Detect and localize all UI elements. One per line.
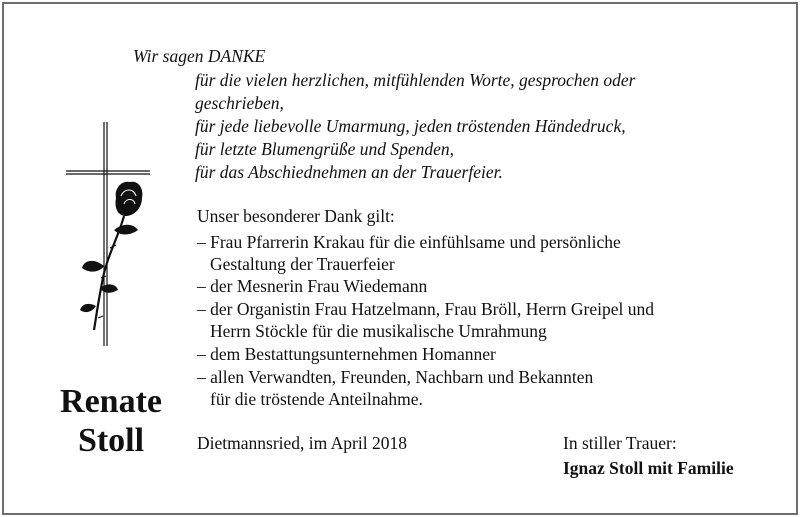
thanks-line: für das Abschiednehmen an der Trauerfeier. xyxy=(195,162,503,182)
thanks-line: geschrieben, xyxy=(195,93,284,113)
special-thanks-item: – Frau Pfarrerin Krakau für die einfühlsame und persönliche xyxy=(197,232,621,252)
special-thanks-item: – dem Bestattungsunternehmen Homanner xyxy=(197,344,496,364)
thanks-line: für jede liebevolle Umarmung, jeden tröstenden Händedruck, xyxy=(195,116,626,136)
special-thanks-item: Herrn Stöckle für die musikalische Umrahmung xyxy=(210,321,547,341)
special-thanks-item: – der Mesnerin Frau Wiedemann xyxy=(197,276,428,296)
deceased-first-name: Renate xyxy=(60,383,162,420)
special-thanks-item: für die tröstende Anteilnahme. xyxy=(210,389,423,409)
signature: Ignaz Stoll mit Familie xyxy=(563,458,734,478)
cross-with-rose-icon xyxy=(58,118,158,358)
special-thanks-item: – der Organistin Frau Hatzelmann, Frau Bröll, Herrn Greipel und xyxy=(197,299,654,319)
special-thanks-item: Gestaltung der Trauerfeier xyxy=(210,254,395,274)
thanks-line: für letzte Blumengrüße und Spenden, xyxy=(195,139,455,159)
mourning-label: In stiller Trauer: xyxy=(563,433,677,453)
special-thanks-item: – allen Verwandten, Freunden, Nachbarn und Bekannten xyxy=(197,367,594,387)
thanks-intro: Wir sagen DANKE xyxy=(133,46,266,66)
place-date: Dietmannsried, im April 2018 xyxy=(197,433,407,453)
deceased-last-name: Stoll xyxy=(77,422,145,459)
thanks-line: für die vielen herzlichen, mitfühlenden Worte, gesprochen oder xyxy=(195,70,636,90)
special-thanks-heading: Unser besonderer Dank gilt: xyxy=(197,206,395,226)
